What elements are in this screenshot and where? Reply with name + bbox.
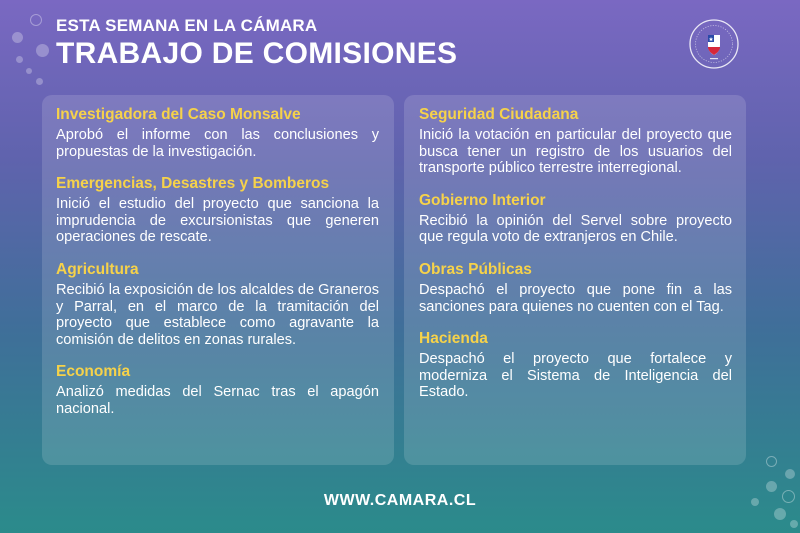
bubble bbox=[30, 14, 42, 26]
commission-title: Seguridad Ciudadana bbox=[419, 106, 579, 123]
commission-title: Hacienda bbox=[419, 330, 488, 348]
commission-text: Aprobó el informe con las conclusiones y propuestas de la investigación. bbox=[56, 127, 379, 160]
commission-text: Recibió la exposición de los alcaldes de Graneros y Parral, en el marco de la tramitación del proyecto que establece como agravante la comisión de delitos en zonas rurales. bbox=[56, 281, 379, 348]
bubble bbox=[785, 469, 795, 479]
commission-text: Inició el estudio del proyecto que sanciona la imprudencia de excursionistas que generen operaciones de rescate. bbox=[56, 196, 379, 246]
commission-title: Gobierno Interior bbox=[419, 191, 546, 209]
bubble bbox=[36, 44, 49, 57]
commission-title: Economía bbox=[56, 363, 131, 381]
commission-item bbox=[56, 260, 379, 348]
bubble bbox=[790, 520, 798, 528]
commission-text: Despachó el proyecto que fortalece y moderniza el Sistema de Inteligencia del Estado. bbox=[419, 351, 732, 401]
page-subtitle: ESTA SEMANA EN LA CÁMARA bbox=[56, 16, 318, 35]
commission-text: Despachó el proyecto que pone fin a las sanciones para quienes no cuenten con el Tag. bbox=[419, 281, 732, 315]
camara-seal-icon bbox=[688, 18, 740, 70]
bubble bbox=[36, 78, 43, 85]
commission-text: Inició la votación en particular del proyecto que busca tener un registro de los usuarios del transporte público terrestre interregional. bbox=[419, 127, 732, 177]
commission-item bbox=[419, 105, 732, 177]
commission-item bbox=[419, 191, 732, 246]
website-link[interactable]: WWW.CAMARA.CL bbox=[323, 492, 477, 509]
commission-title: Investigadora del Caso Monsalve bbox=[56, 106, 301, 123]
commission-title: Emergencias, Desastres y Bomberos bbox=[56, 175, 330, 193]
bubble bbox=[16, 56, 23, 63]
header bbox=[56, 16, 457, 71]
commission-text: Analizó medidas del Sernac tras el apagón nacional. bbox=[56, 384, 379, 417]
commission-item bbox=[56, 362, 379, 417]
commission-item bbox=[419, 329, 732, 401]
page-title: TRABAJO DE COMISIONES bbox=[56, 37, 458, 70]
bubble bbox=[766, 456, 777, 467]
commission-item bbox=[56, 174, 379, 246]
bubble bbox=[766, 481, 777, 492]
commission-title: Obras Públicas bbox=[419, 260, 532, 278]
commission-title: Agricultura bbox=[56, 260, 139, 278]
commission-item bbox=[419, 260, 732, 315]
commission-text: Recibió la opinión del Servel sobre proyecto que regula voto de extranjeros en Chile. bbox=[419, 212, 732, 246]
left-column bbox=[56, 105, 379, 432]
commission-item bbox=[56, 105, 379, 160]
right-column bbox=[419, 105, 732, 415]
bubble bbox=[12, 32, 23, 43]
bubble bbox=[26, 68, 32, 74]
